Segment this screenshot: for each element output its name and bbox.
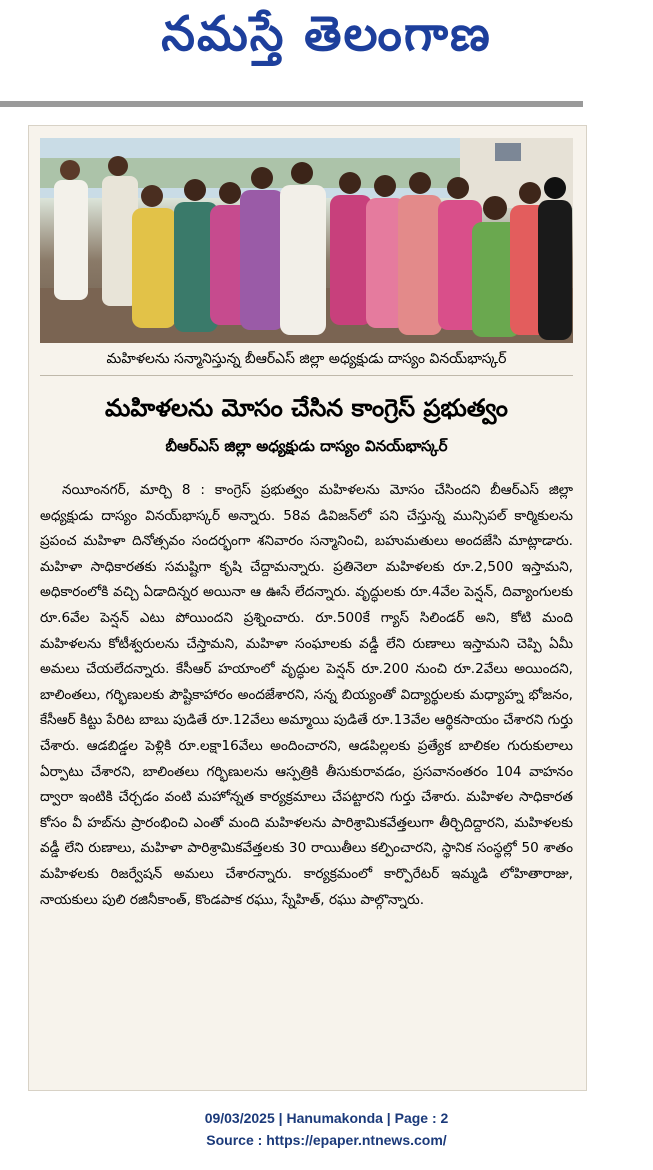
source-link[interactable]: Source : https://epaper.ntnews.com/: [206, 1132, 447, 1148]
edition-info: 09/03/2025 | Hanumakonda | Page : 2: [204, 1110, 449, 1126]
photo-caption: మహిళలను సన్మానిస్తున్న బీఆర్‌ఎస్ జిల్లా అధ్యక్షుడు దాస్యం వినయ్‌భాస్కర్: [40, 345, 573, 376]
newspaper-logo: నమస్తే తెలంగాణ: [161, 6, 492, 62]
masthead-divider: [0, 101, 583, 107]
masthead: [0, 0, 653, 80]
group-photo-illustration: [40, 138, 573, 343]
article-body: [40, 478, 573, 1078]
article-paragraph: నయీంనగర్, మార్చి 8 : కాంగ్రెస్ ప్రభుత్వం మహిళలను మోసం చేసిందని బీఆర్‌ఎస్ జిల్లా అధ్యక్షుడు దాస్యం వినయ్‌భాస్కర్ అన్నారు. 58వ డివిజన్‌లో పని చేస్తున్న మున్సిపల్ కార్మికులను ప్రపంచ మహిళా దినోత్సవం సందర్భంగా శనివారం సన్మానించి, బహుమతులు అందజేసి మాట్లాడారు. మహిళా సాధికారతకు సమష్టిగా కృషి చేద్దామన్నారు. ప్రతినెలా మహిళలకు రూ.2,500 ఇస్తామని, అధికారంలోకి వచ్చి ఏడాదిన్నర అయినా ఆ ఊసే లేదన్నారు. వృద్ధులకు రూ.4వేల పెన్షన్, దివ్యాంగులకు రూ.6వేల పెన్షన్ ఎటు పోయిందని ప్రశ్నించారు. రూ.500కే గ్యాస్ సిలిండర్ అని, కోటి మంది మహిళలను కోటీశ్వరులను చేస్తామని, మహిళా సంఘాలకు వడ్డీ లేని రుణాలు ఇస్తామని చెప్పి ఏమీ అమలు చేయలేదన్నారు. కేసీఆర్ హయాంలో వృద్ధుల పెన్షన్ రూ.200 నుంచి రూ.2వేలు అయిందని, బాలింతలు, గర్భిణులకు పౌష్టికాహారం అందజేశారని, సన్న బియ్యంతో విద్యార్థులకు మధ్యాహ్న భోజనం, కేసీఆర్ కిట్టు పేరిట బాబు పుడితే రూ.12వేలు అమ్మాయి పుడితే రూ.13వేల ఆర్థికసాయం చేశారని గుర్తు చేశారు. ఆడబిడ్డల పెళ్లికి రూ.లక్షా16వేలు అందించారని, ఆడపిల్లలకు ప్రత్యేక బాలికల గురుకులాలు ఏర్పాటు చేశారని, బాలింతలు గర్భిణులను ఆస్పత్రికి తీసుకురావడం, ప్రసవానంతరం 104 వాహనం ద్వారా ఇంటికి చేర్చడం వంటి మహోన్నత కార్యక్రమాలు చేపట్టారని గుర్తు చేశారు. మహిళల సాధికారత కోసం వీ హబ్‌ను ప్రారంభించి ఎంతో మంది మహిళలను పారిశ్రామికవేత్తలుగా తీర్చిదిద్దారని, మహిళలకు వడ్డీ లేని రుణాలు, మహిళా పారిశ్రామికవేత్తలకు 30 రాయితీలు కల్పించారని, స్థానిక సంస్థల్లో 50 శాతం మహిళలకు రిజర్వేషన్ అమలు చేశారన్నారు. కార్యక్రమంలో కార్పొరేటర్ ఇమ్మడి లోహితారాజు, నాయకులు పులి రజినీకాంత్, కొండపాక రఘు, స్నేహిత్, రఘు పాల్గొన్నారు.: [40, 482, 573, 908]
page-footer: [0, 1107, 653, 1151]
news-photo: [40, 138, 573, 343]
article-subheadline: బీఆర్‌ఎస్ జిల్లా అధ్యక్షుడు దాస్యం వినయ్‌భాస్కర్: [165, 437, 448, 455]
article-headline: మహిళలను మోసం చేసిన కాంగ్రెస్ ప్రభుత్వం: [105, 393, 508, 422]
